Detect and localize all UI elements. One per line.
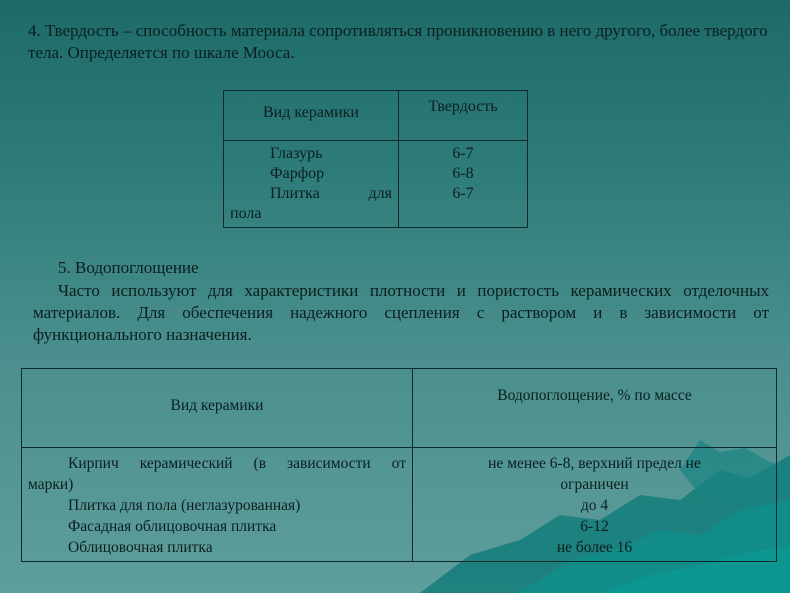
ceramic-type-cell [22, 448, 413, 562]
absorption-value-cell [413, 448, 777, 562]
value-item: не более 16 [556, 539, 633, 556]
list-item-word: Плитка [270, 185, 320, 202]
absorption-title: 5. Водопоглощение [58, 258, 199, 277]
value-item: ограничен [560, 476, 629, 493]
list-item-continuation: пола [230, 205, 262, 222]
value-item: не менее 6-8, верхний предел не [488, 455, 701, 472]
list-item: Фарфор [270, 165, 325, 182]
column-header: Вид керамики [22, 369, 413, 448]
ceramic-type-cell [224, 141, 399, 228]
value-item: 6-7 [452, 145, 474, 162]
column-header: Водопоглощение, % по массе [413, 369, 777, 448]
table-header-row [22, 369, 777, 448]
table-header-row [224, 91, 528, 141]
absorption-table [21, 368, 777, 562]
column-header: Вид керамики [224, 91, 399, 141]
hardness-paragraph: 4. Твердость – способность материала сопротивляться проникновению в него другого, более твердого тела. Определяется по шкале Мооса. [28, 21, 768, 62]
value-item: 6-8 [452, 165, 474, 182]
list-item: Глазурь [270, 145, 323, 162]
value-item: 6-12 [580, 518, 609, 535]
list-item: Плитка для пола (неглазурованная) [68, 497, 301, 514]
value-item: 6-7 [452, 185, 474, 202]
hardness-value-cell [399, 141, 528, 228]
list-item: Облицовочная плитка [68, 539, 213, 556]
column-header: Твердость [399, 91, 528, 141]
list-item-word: для [368, 185, 392, 202]
list-item: Фасадная облицовочная плитка [68, 518, 277, 535]
hardness-table [223, 90, 528, 228]
table-row [22, 448, 777, 562]
list-item: Кирпич керамический (в зависимости от [68, 455, 406, 472]
absorption-paragraph: Часто используют для характеристики плотности и пористость керамических отделочных материалов. Для обеспечения надежного сцепления с раствором и в зависимости от функционального назначения. [33, 281, 769, 344]
list-item [230, 184, 392, 204]
value-item: до 4 [580, 497, 609, 514]
list-item-continuation: марки) [28, 476, 74, 493]
table-row [224, 141, 528, 228]
